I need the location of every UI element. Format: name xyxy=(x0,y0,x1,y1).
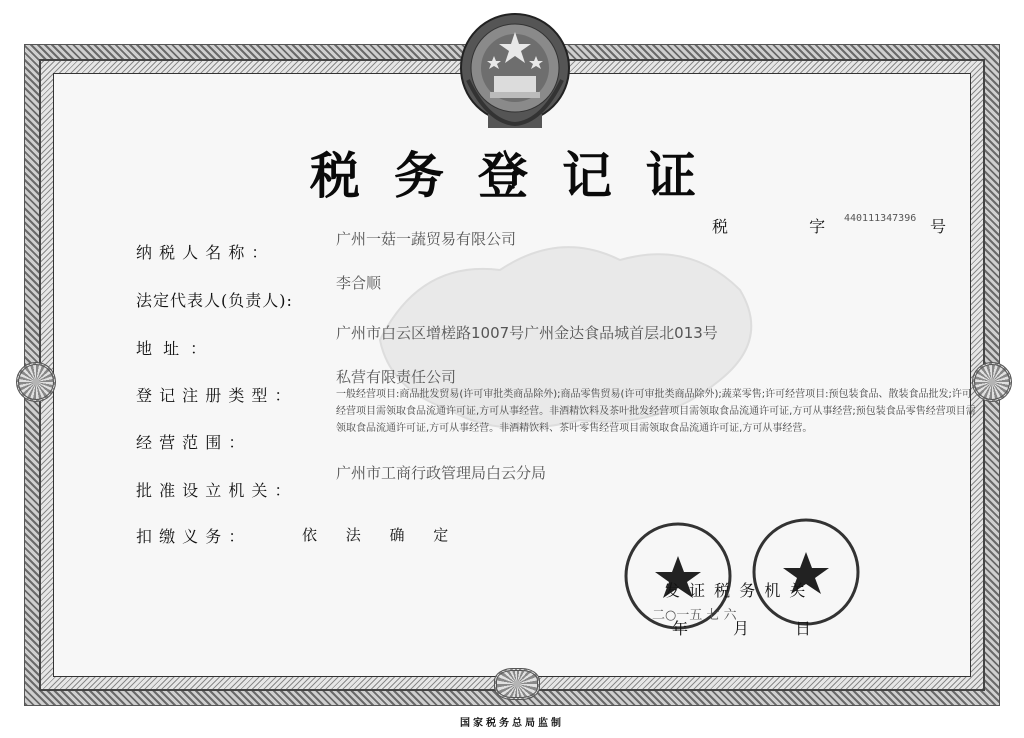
business-scope-label: 经 营 范 围 ： xyxy=(136,433,246,452)
local-tax-stamp-icon xyxy=(750,516,862,628)
legal-representative-value: 李合顺 xyxy=(336,274,382,292)
tax-number-value: 440111347396 xyxy=(844,213,917,224)
tax-number-suffix: 号 xyxy=(930,217,947,236)
issuing-authority: 发 证 税 务 机 关 xyxy=(664,581,808,600)
date-month-label: 月 xyxy=(733,619,750,638)
approval-authority-value: 广州市工商行政管理局白云分局 xyxy=(336,464,547,482)
issue-date-handwritten: 二○一五 七 六 xyxy=(652,608,737,623)
bottom-rosette xyxy=(494,668,540,700)
address-label: 地 址 ： xyxy=(136,339,210,358)
approval-authority-label: 批 准 设 立 机 关 ： xyxy=(136,481,292,500)
withholding-obligation-label: 扣 缴 义 务 ： xyxy=(136,527,246,546)
tax-number-label: 税 字 xyxy=(712,217,864,236)
registration-type-label: 登 记 注 册 类 型 ： xyxy=(136,386,292,405)
legal-representative-label: 法定代表人(负责人): xyxy=(136,291,293,310)
registration-type-value: 私营有限责任公司 xyxy=(336,368,457,386)
right-rosette xyxy=(972,362,1012,402)
taxpayer-name-label: 纳 税 人 名 称 ： xyxy=(136,243,269,262)
certificate-title: 税务登记证 xyxy=(310,146,730,205)
withholding-obligation-value: 依 法 确 定 xyxy=(302,526,461,544)
national-emblem-icon xyxy=(458,10,572,132)
left-rosette xyxy=(16,362,56,402)
date-year-label: 年 xyxy=(672,619,689,638)
date-day-label: 日 xyxy=(795,619,812,638)
business-scope-text: 一般经营项目:商品批发贸易(许可审批类商品除外);商品零售贸易(许可审批类商品除外);蔬菜零售;许可经营项目:预包装食品、散装食品批发;许可经营项目需领取食品流通许可证,方可从事经营。非酒精饮料及茶叶批发经营项目需领取食品流通许可证,方可从事经营;预包装食品零售经营项目需领取食品流通许可证,方可从事经营。非酒精饮料、茶叶零售经营项目需领取食品流通许可证,方可从事经营。 xyxy=(336,389,976,434)
footer-supervision: 国家税务总局监制 xyxy=(460,718,564,729)
address-value: 广州市白云区增槎路1007号广州金达食品城首层北013号 xyxy=(336,324,718,342)
taxpayer-name-value: 广州一菇一蔬贸易有限公司 xyxy=(336,230,517,248)
